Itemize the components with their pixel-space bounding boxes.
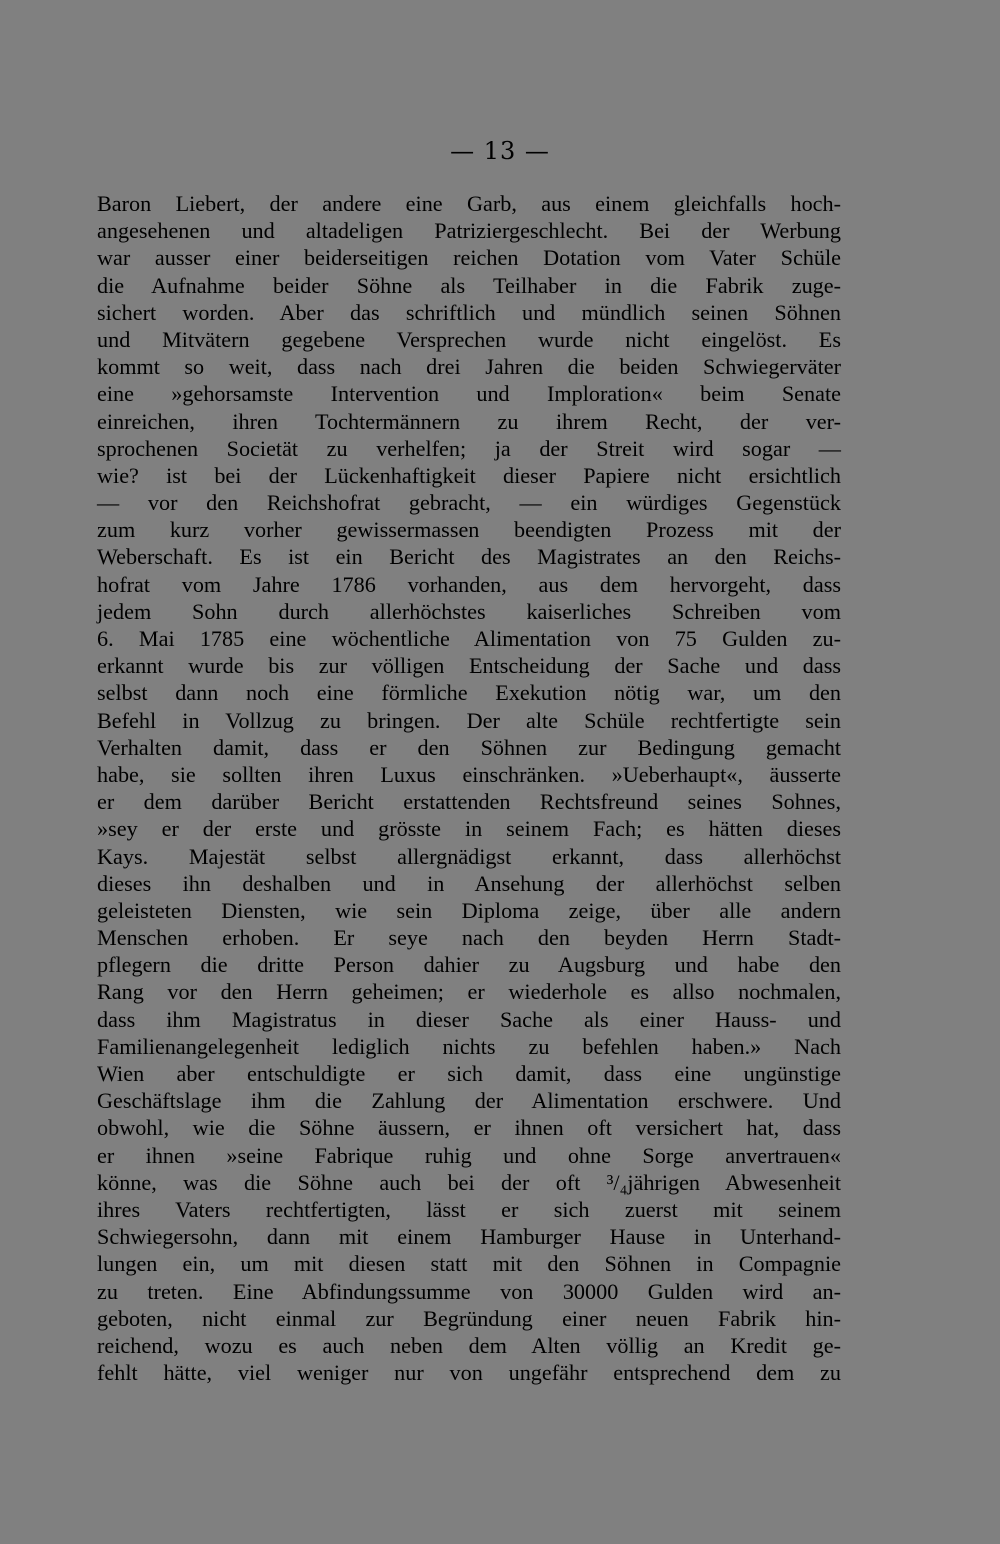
text-line: 6. Mai 1785 eine wöchentliche Alimentation von 75 Gulden zu-: [97, 626, 841, 651]
text-line: Kays. Majestät selbst allergnädigst erkannt, dass allerhöchst: [97, 843, 841, 869]
text-line: eine »gehorsamste Intervention und Imploration« beim Senate: [97, 381, 841, 407]
text-line: reichend, wozu es auch neben dem Alten völlig an Kredit ge-: [97, 1332, 841, 1358]
text-line: sichert worden. Aber das schriftlich und mündlich seinen Söhnen: [97, 299, 841, 325]
text-line: Weberschaft. Es ist ein Bericht des Magistrates an den Reichs-: [97, 544, 841, 570]
text-line: wie? ist bei der Lückenhaftigkeit dieser Papiere nicht ersichtlich: [97, 462, 841, 488]
text-line: »sey er der erste und grösste in seinem Fach; es hätten dieses: [97, 816, 841, 842]
text-line: geboten, nicht einmal zur Begründung einer neuen Fabrik hin-: [97, 1305, 841, 1331]
text-line: Befehl in Vollzug zu bringen. Der alte Schüle rechtfertigte sein: [97, 707, 841, 733]
text-line: er dem darüber Bericht erstattenden Rechtsfreund seines Sohnes,: [97, 789, 841, 815]
text-line: einreichen, ihren Tochtermännern zu ihrem Recht, der ver-: [97, 408, 841, 434]
text-line: und Mitvätern gegebene Versprechen wurde nicht eingelöst. Es: [97, 326, 841, 352]
text-line: er ihnen »seine Fabrique ruhig und ohne Sorge anvertrauen«: [97, 1142, 841, 1168]
page-number: — 13 —: [450, 137, 550, 165]
text-line: zu treten. Eine Abfindungssumme von 30000 Gulden wird an-: [97, 1278, 841, 1304]
text-line: ihres Vaters rechtfertigten, lässt er sich zuerst mit seinem: [97, 1196, 841, 1222]
text-line: — vor den Reichshofrat gebracht, — ein würdiges Gegenstück: [97, 490, 841, 516]
text-line: Baron Liebert, der andere eine Garb, aus einem gleichfalls hoch-: [97, 191, 841, 216]
text-line: hofrat vom Jahre 1786 vorhanden, aus dem hervorgeht, dass: [97, 571, 841, 597]
text-line: habe, sie sollten ihren Luxus einschränken. »Ueberhaupt«, äusserte: [97, 761, 841, 787]
text-line: geleisteten Diensten, wie sein Diploma zeige, über alle andern: [97, 897, 841, 923]
text-line: fehlt hätte, viel weniger nur von ungefähr entsprechend dem zu: [97, 1360, 841, 1386]
text-line: die Aufnahme beider Söhne als Teilhaber in die Fabrik zuge-: [97, 272, 841, 298]
text-line: angesehenen und altadeligen Patriziergeschlecht. Bei der Werbung: [97, 218, 841, 244]
text-line: Verhalten damit, dass er den Söhnen zur Bedingung gemacht: [97, 734, 841, 760]
text-line: dass ihm Magistratus in dieser Sache als einer Hauss- und: [97, 1006, 841, 1032]
text-line: Familienangelegenheit lediglich nichts zu befehlen haben.» Nach: [97, 1033, 841, 1059]
text-line: war ausser einer beiderseitigen reichen Dotation vom Vater Schüle: [97, 245, 841, 271]
text-line: zum kurz vorher gewissermassen beendigten Prozess mit der: [97, 517, 841, 543]
text-line: Geschäftslage ihm die Zahlung der Alimentation erschwere. Und: [97, 1088, 841, 1114]
text-line: lungen ein, um mit diesen statt mit den Söhnen in Compagnie: [97, 1251, 841, 1277]
text-line: selbst dann noch eine förmliche Exekution nötig war, um den: [97, 680, 841, 706]
text-line: könne, was die Söhne auch bei der oft ³/₄jährigen Abwesenheit: [97, 1169, 841, 1195]
body-text: [97, 190, 841, 1386]
text-line: sprochenen Societät zu verhelfen; ja der Streit wird sogar —: [97, 435, 841, 461]
text-line: Wien aber entschuldigte er sich damit, dass eine ungünstige: [97, 1061, 841, 1086]
text-line: obwohl, wie die Söhne äussern, er ihnen oft versichert hat, dass: [97, 1115, 841, 1141]
text-line: erkannt wurde bis zur völligen Entscheidung der Sache und dass: [97, 653, 841, 679]
text-line: dieses ihn deshalben und in Ansehung der allerhöchst selben: [97, 870, 841, 896]
text-line: Menschen erhoben. Er seye nach den beyden Herrn Stadt-: [97, 925, 841, 951]
text-line: pflegern die dritte Person dahier zu Augsburg und habe den: [97, 952, 841, 978]
text-line: jedem Sohn durch allerhöchstes kaiserliches Schreiben vom: [97, 598, 841, 624]
text-line: Schwiegersohn, dann mit einem Hamburger Hause in Unterhand-: [97, 1224, 841, 1250]
text-line: kommt so weit, dass nach drei Jahren die beiden Schwiegerväter: [97, 354, 841, 380]
text-line: Rang vor den Herrn geheimen; er wiederhole es allso nochmalen,: [97, 979, 841, 1005]
